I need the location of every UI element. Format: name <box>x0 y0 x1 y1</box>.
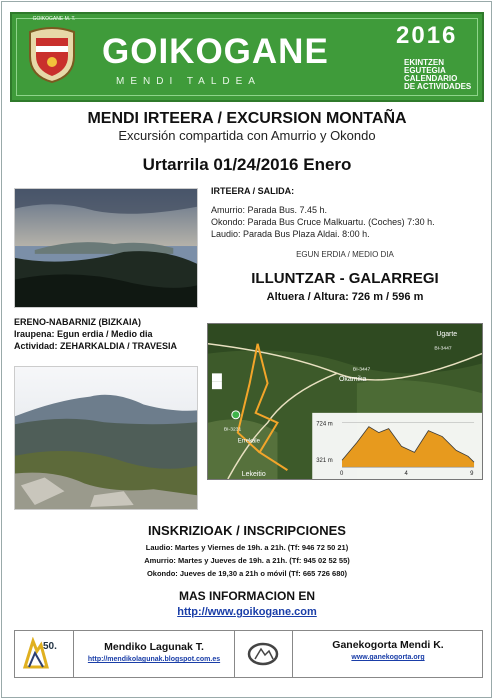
profile-tick: 9 <box>470 471 474 478</box>
profile-tick: 0 <box>340 471 344 478</box>
profile-tick: 4 <box>404 471 408 478</box>
calendar-year: 2016 <box>396 22 458 49</box>
map-place-label: Lekeitio <box>241 471 266 479</box>
route-name: ILLUNTZAR - GALARREGI <box>251 270 439 287</box>
profile-max-label: 724 m <box>316 421 333 428</box>
club-website-link[interactable]: http://www.goikogane.com <box>177 606 317 618</box>
zone-area: ERENO-NABARNIZ (BIZKAIA) <box>14 317 141 327</box>
map-road-label: BI-3231 <box>223 427 242 433</box>
departure-list <box>211 204 435 240</box>
event-date: Urtarrila 01/24/2016 Enero <box>142 155 352 174</box>
left-partner-link[interactable]: http://mendikolagunak.blogspot.com.es <box>87 656 221 663</box>
footer-divider <box>73 631 74 677</box>
departure-line: Laudio: Parada Bus Plaza Aldai. 8:00 h. <box>211 229 370 239</box>
center-logo <box>235 631 291 677</box>
departure-heading: IRTEERA / SALIDA: <box>211 186 295 196</box>
map-place-label: Okamika <box>339 376 367 384</box>
partner-footer <box>14 630 483 678</box>
map-place-label: Errekale <box>237 438 260 445</box>
more-info-heading: MAS INFORMACION EN <box>179 589 315 603</box>
map-road-label: BI-3447 <box>352 367 371 373</box>
event-subtitle: Excursión compartida con Amurrio y Okondo <box>118 128 376 143</box>
departure-line: Okondo: Parada Bus Cruce Malkuartu. (Coches) 7:30 h. <box>211 217 435 227</box>
crest-label: GOIKOGANE M. T. <box>32 16 76 22</box>
route-altitude: Altuera / Altura: 726 m / 596 m <box>266 291 424 303</box>
calendar-line: DE ACTIVIDADES <box>404 82 472 91</box>
inscriptions-heading: INSKRIZIOAK / INSCRIPCIONES <box>148 523 346 538</box>
route-map <box>207 323 483 480</box>
inscription-line: Okondo: Jueves de 19,30 a 21h o móvil (Tf: 665 726 680) <box>146 569 348 578</box>
map-place-label: Ugarte <box>436 330 458 338</box>
mountain-photo <box>14 366 198 510</box>
inscription-line: Laudio: Martes y Viernes de 19h. a 21h. (Tf: 946 72 50 21) <box>145 543 349 552</box>
calendar-line: CALENDARIO <box>404 74 458 83</box>
calendar-line: EKINTZEN <box>404 58 444 67</box>
profile-min-label: 321 m <box>316 458 333 465</box>
club-name: GOIKOGANE <box>102 32 329 71</box>
coastline-photo <box>14 188 198 308</box>
calendar-line: EGUTEGIA <box>404 66 446 75</box>
inscriptions-list <box>0 541 494 580</box>
club-subtitle: MENDI TALDEA <box>116 76 261 87</box>
anniversary-badge <box>15 631 73 677</box>
zone-duration: Iraupena: Egun erdia / Medio dia <box>14 329 153 339</box>
club-crest-icon <box>22 22 82 84</box>
map-road-label: BI-3447 <box>434 346 452 352</box>
club-banner <box>10 12 484 102</box>
right-partner-name: Ganekogorta Mendi K. <box>332 639 444 651</box>
left-partner-name: Mendiko Lagunak T. <box>104 641 204 653</box>
zone-activity: Actividad: ZEHARKALDIA / TRAVESIA <box>14 341 178 351</box>
right-partner-link[interactable]: www.ganekogorta.org <box>351 654 425 661</box>
calendar-label <box>404 59 471 91</box>
departure-line: Amurrio: Parada Bus. 7.45 h. <box>211 205 328 215</box>
duration-label: EGUN ERDIA / MEDIO DIA <box>296 250 394 259</box>
carabiner-icon <box>247 641 279 667</box>
right-partner <box>293 631 483 677</box>
left-partner <box>75 631 233 677</box>
elevation-profile <box>312 413 482 479</box>
anniversary-label: 50. <box>43 641 57 652</box>
event-title: MENDI IRTEERA / EXCURSION MONTAÑA <box>87 110 407 127</box>
zone-info <box>14 316 177 352</box>
inscription-line: Amurrio: Martes y Jueves de 19h. a 21h. (Tf: 945 02 52 55) <box>144 556 350 565</box>
